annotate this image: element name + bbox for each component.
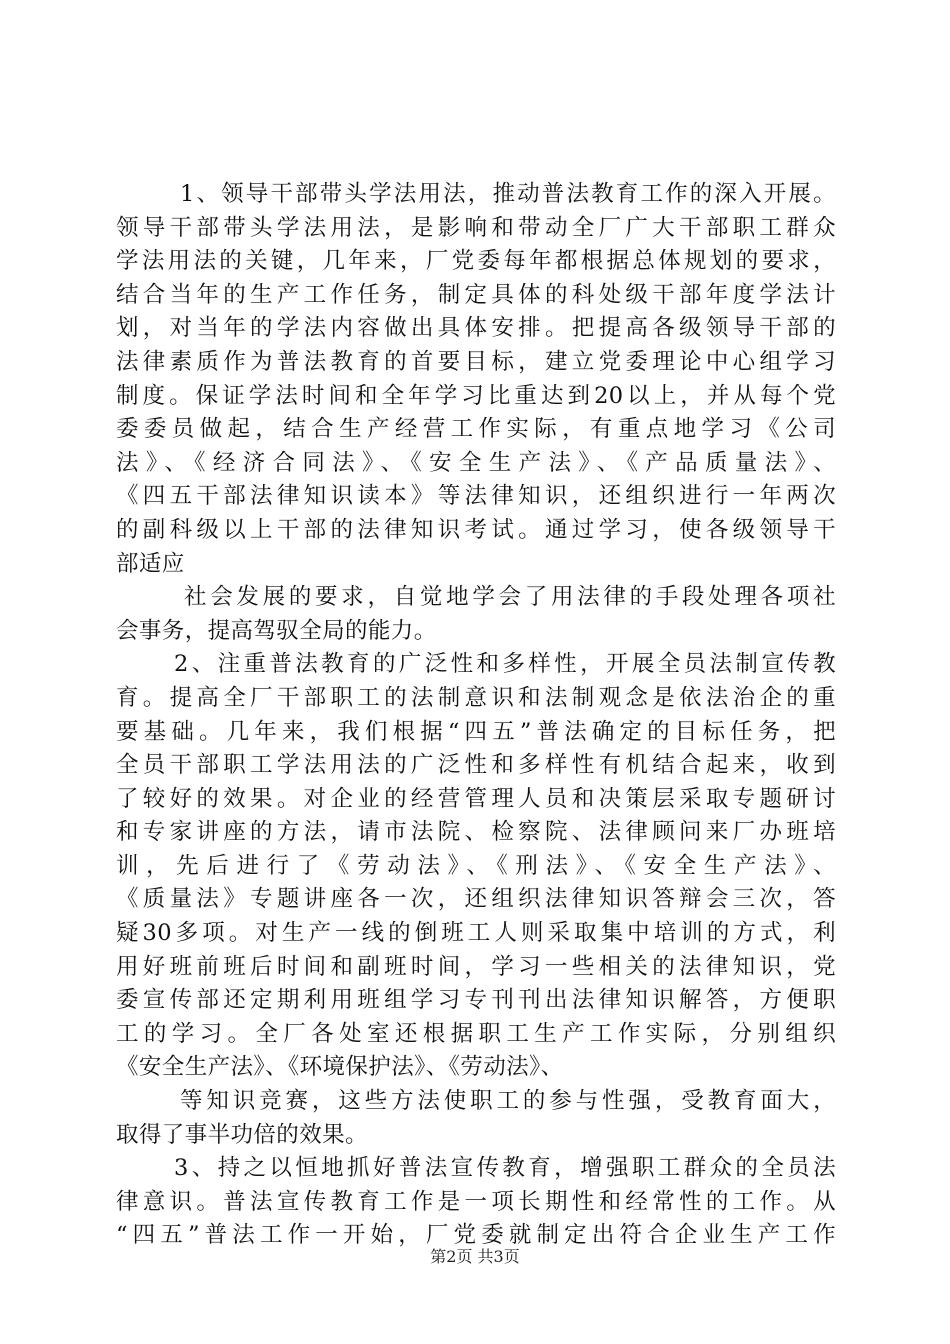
paragraph-1-line-3: 学法用法的关键，几年来，厂党委每年都根据总体规划的要求， (116, 248, 836, 275)
paragraph-1-line-9: 法》、《经济合同法》、《安全生产法》、《产品质量法》、 (116, 449, 836, 476)
paragraph-3-line-10: 用好班前班后时间和副班时间，学习一些相关的法律知识，党 (116, 953, 836, 980)
paragraph-1-line-8: 委委员做起，结合生产经营工作实际，有重点地学习《公司 (116, 416, 836, 443)
paragraph-3-line-7: 训，先后进行了《劳动法》、《刑法》、《安全生产法》、 (116, 852, 836, 879)
paragraph-1-line-12: 部适应 (116, 550, 185, 577)
paragraph-5-line-3: “四五”普法工作一开始，厂党委就制定出符合企业生产工作 (116, 1222, 836, 1249)
paragraph-3-line-2: 育。提高全厂干部职工的法制意识和法制观念是依法治企的重 (116, 684, 836, 711)
paragraph-3-line-6: 和专家讲座的方法，请市法院、检察院、法律顾问来厂办班培 (116, 819, 836, 846)
paragraph-2-line-1: 社会发展的要求，自觉地学会了用法律的手段处理各项社 (184, 584, 836, 611)
paragraph-3-line-1: 2、注重普法教育的广泛性和多样性，开展全员法制宣传教 (174, 651, 836, 678)
paragraph-4-line-2: 取得了事半功倍的效果。 (116, 1121, 368, 1148)
paragraph-3-line-8: 《质量法》专题讲座各一次，还组织法律知识答辩会三次，答 (116, 886, 836, 913)
paragraph-3-line-4: 全员干部职工学法用法的广泛性和多样性有机结合起来，收到 (116, 752, 836, 779)
paragraph-3-line-11: 委宣传部还定期利用班组学习专刊刊出法律知识解答，方便职 (116, 987, 836, 1014)
paragraph-1-line-1: 1、领导干部带头学法用法，推动普法教育工作的深入开展。 (180, 181, 836, 207)
paragraph-5-line-1: 3、持之以恒地抓好普法宣传教育，增强职工群众的全员法 (174, 1155, 836, 1182)
paragraph-1-line-4: 结合当年的生产工作任务，制定具体的科处级干部年度学法计 (116, 281, 836, 308)
paragraph-3-line-5: 了较好的效果。对企业的经营管理人员和决策层采取专题研讨 (116, 785, 836, 812)
paragraph-5-line-2: 律意识。普法宣传教育工作是一项长期性和经常性的工作。从 (116, 1188, 836, 1215)
paragraph-1-line-5: 划，对当年的学法内容做出具体安排。把提高各级领导干部的 (116, 315, 836, 342)
page-footer (0, 1244, 950, 1267)
paragraph-4-line-1: 等知识竞赛，这些方法使职工的参与性强，受教育面大， (180, 1088, 836, 1115)
paragraph-3-line-12: 工的学习。全厂各处室还根据职工生产工作实际，分别组织 (116, 1020, 836, 1047)
paragraph-1-line-7: 制度。保证学法时间和全年学习比重达到20以上，并从每个党 (116, 382, 836, 409)
document-body (116, 178, 836, 1253)
paragraph-3-line-3: 要基础。几年来，我们根据“四五”普法确定的目标任务，把 (116, 718, 836, 745)
paragraph-1-line-6: 法律素质作为普法教育的首要目标，建立党委理论中心组学习 (116, 348, 836, 375)
paragraph-3-line-13: 《安全生产法》、《环境保护法》、《劳动法》、 (116, 1054, 564, 1081)
paragraph-1-line-10: 《四五干部法律知识读本》等法律知识，还组织进行一年两次 (116, 483, 836, 510)
paragraph-2-line-2: 会事务，提高驾驭全局的能力。 (116, 617, 437, 644)
paragraph-1-line-11: 的副科级以上干部的法律知识考试。通过学习，使各级领导干 (116, 516, 836, 543)
paragraph-1-line-2: 领导干部带头学法用法，是影响和带动全厂广大干部职工群众 (116, 214, 836, 241)
page-number-label: 第2页 共3页 (430, 1247, 520, 1266)
paragraph-3-line-9: 疑30多项。对生产一线的倒班工人则采取集中培训的方式，利 (116, 920, 836, 947)
